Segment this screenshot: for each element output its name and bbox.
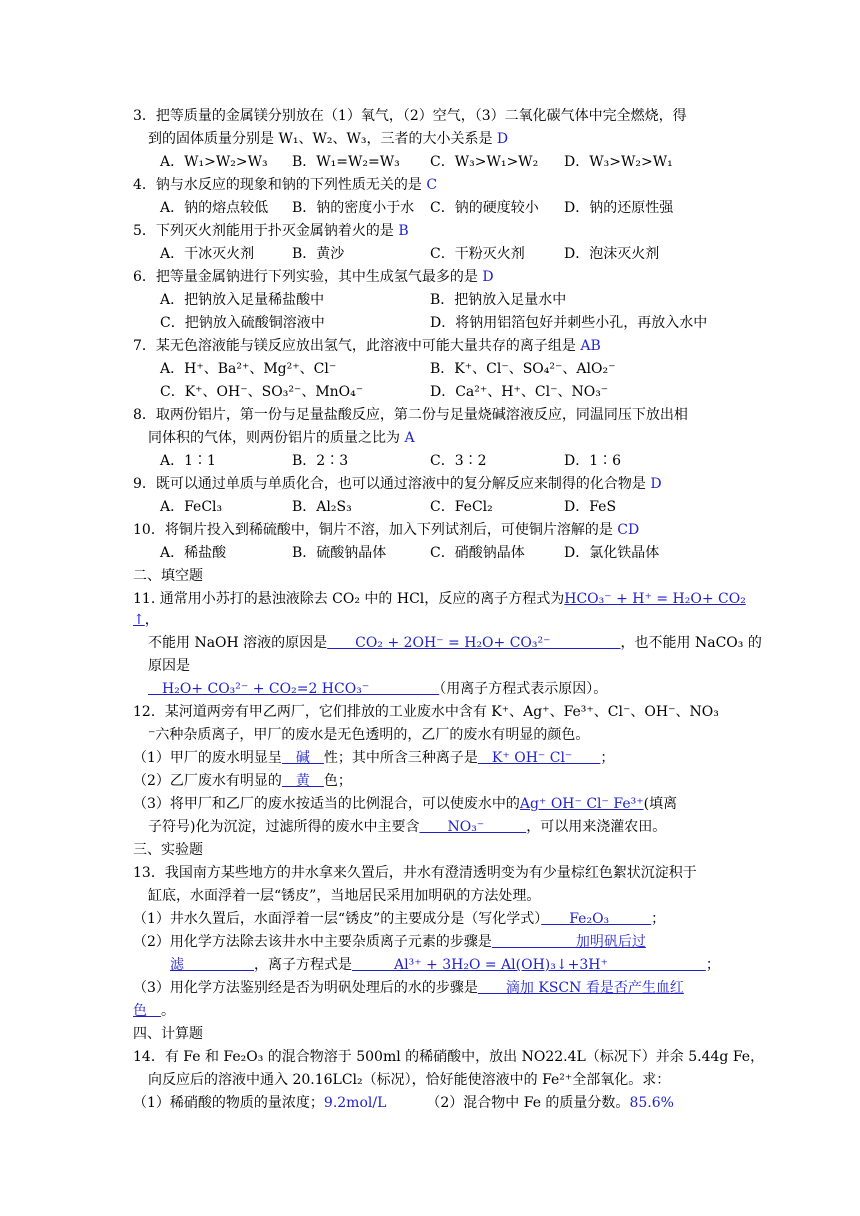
q6-options-row1 xyxy=(160,290,740,310)
q12-part2: （2）乙厂废水有明显的 黄 色； xyxy=(133,773,352,789)
q13-part2-line2: 滤 ，离子方程式是 Al³⁺ + 3H₂O = Al(OH)₃↓+3H⁺ ； xyxy=(170,957,720,973)
q3-answer: D xyxy=(496,131,509,147)
q10-options xyxy=(160,543,740,563)
section-heading-fill-in: 二、填空题 xyxy=(133,568,203,584)
q6-option-d: D．将钠用铝箔包好并刺些小孔，再放入水中 xyxy=(430,315,708,331)
q3-option-b: B．W₁=W₂=W₃ xyxy=(292,154,400,170)
q11-line1: 11. 通常用小苏打的悬浊液除去 CO₂ 中的 HCl，反应的离子方程式为HCO₃⁻ + H⁺ = H₂O+ CO₂ xyxy=(133,591,746,607)
q12-answer-2: K⁺ OH⁻ Cl⁻ xyxy=(477,750,601,766)
q13-part3-line2: 色 。 xyxy=(133,1003,175,1019)
q12-answer-3: 黄 xyxy=(281,773,324,789)
q6-option-a: A．把钠放入足量稀盐酸中 xyxy=(160,292,325,308)
q6-options-row2 xyxy=(160,313,740,333)
q14-parts: （1）稀硝酸的物质的量浓度；9.2mol/L （2）混合物中 Fe 的质量分数。85.6% xyxy=(133,1095,674,1111)
q10-stem: 10．将铜片投入到稀硫酸中，铜片不溶，加入下列试剂后，可使铜片溶解的是 CD xyxy=(133,522,640,538)
q9-option-a: A．FeCl₃ xyxy=(160,499,223,515)
q8-stem-line2: 同体积的气体，则两份铝片的质量之比为 A xyxy=(148,430,415,446)
q11-answer-1-arrow: ↑ xyxy=(133,612,145,628)
q5-stem: 5．下列灭火剂能用于扑灭金属钠着火的是 B xyxy=(133,223,409,239)
q13-part3-line1: （3）用化学方法鉴别经是否为明矾处理后的水的步骤是 滴加 KSCN 看是否产生血红 xyxy=(133,980,684,996)
q13-answer-3: Al³⁺ + 3H₂O = Al(OH)₃↓+3H⁺ xyxy=(352,957,706,973)
q9-stem: 9．既可以通过单质与单质化合，也可以通过溶液中的复分解反应来制得的化合物是 D xyxy=(133,476,662,492)
q5-option-c: C．干粉灭火剂 xyxy=(430,246,525,262)
q6-option-c: C．把钠放入硫酸铜溶液中 xyxy=(160,315,325,331)
q6-option-b: B．把钠放入足量水中 xyxy=(430,292,567,308)
q11-answer-2: CO₂ + 2OH⁻ = H₂O+ CO₃²⁻ xyxy=(327,635,621,651)
q10-option-d: D．氯化铁晶体 xyxy=(564,545,660,561)
q11-answer-3: H₂O+ CO₃²⁻ + CO₂=2 HCO₃⁻ xyxy=(148,681,440,697)
q13-part2-line1: （2）用化学方法除去该井水中主要杂质离子元素的步骤是 加明矾后过 xyxy=(133,934,646,950)
q7-stem: 7．某无色溶液能与镁反应放出氢气，此溶液中可能大量共存的离子组是 AB xyxy=(133,338,601,354)
q7-options-row2 xyxy=(160,382,740,402)
q3-options xyxy=(160,152,720,172)
q12-answer-1: 碱 xyxy=(281,750,324,766)
q10-option-a: A．稀盐酸 xyxy=(160,545,227,561)
q12-line2: ⁻六种杂质离子，甲厂的废水是无色透明的，乙厂的废水有明显的颜色。 xyxy=(148,727,590,743)
section-heading-experiment: 三、实验题 xyxy=(133,842,203,858)
q3-option-d: D．W₃>W₂>W₁ xyxy=(564,154,673,170)
q12-part1: （1）甲厂的废水明显呈 碱 性；其中所含三种离子是 K⁺ OH⁻ Cl⁻ ； xyxy=(133,750,615,766)
q13-answer-2b: 滤 xyxy=(170,957,254,973)
q9-option-b: B．Al₂S₃ xyxy=(292,499,352,515)
q11-line2: ↑， xyxy=(133,612,159,628)
q5-option-d: D．泡沫灭火剂 xyxy=(564,246,660,262)
q13-answer-2: 加明矾后过 xyxy=(491,934,646,950)
q8-option-a: A．1∶1 xyxy=(160,453,216,469)
q10-option-c: C．硝酸钠晶体 xyxy=(430,545,525,561)
q12-answer-5: NO₃⁻ xyxy=(419,819,527,835)
q7-option-a: A．H⁺、Ba²⁺、Mg²⁺、Cl⁻ xyxy=(160,361,337,377)
q4-option-c: C．钠的硬度较小 xyxy=(430,200,539,216)
q8-stem-line1: 8．取两份铝片，第一份与足量盐酸反应，第二份与足量烧碱溶液反应，同温同压下放出相 xyxy=(133,407,688,423)
q7-options-row1 xyxy=(160,359,740,379)
q13-line1: 13．我国南方某些地方的井水拿来久置后，井水有澄清透明变为有少量棕红色絮状沉淀积于 xyxy=(133,865,697,881)
q8-option-b: B．2∶3 xyxy=(292,453,349,469)
q3-option-a: A．W₁>W₂>W₃ xyxy=(160,154,268,170)
q9-option-d: D．FeS xyxy=(564,499,617,515)
q3-option-c: C．W₃>W₁>W₂ xyxy=(430,154,539,170)
q6-answer: D xyxy=(482,269,494,285)
q5-answer: B xyxy=(398,223,409,239)
q11-line3: 不能用 NaOH 溶液的原因是 CO₂ + 2OH⁻ = H₂O+ CO₃²⁻ ，也不能用 NaCO₃ 的 xyxy=(148,635,762,651)
q4-option-a: A．钠的熔点较低 xyxy=(160,200,269,216)
q7-option-d: D．Ca²⁺、H⁺、Cl⁻、NO₃⁻ xyxy=(430,384,609,400)
q5-option-a: A．干冰灭火剂 xyxy=(160,246,255,262)
q14-answer-2: 85.6% xyxy=(629,1095,674,1111)
q13-answer-4b: 色 xyxy=(133,1003,161,1019)
q4-answer: C xyxy=(426,177,438,193)
q12-part3-line2: 子符号)化为沉淀，过滤所得的废水中主要含 NO₃⁻ ，可以用来浇灌农田。 xyxy=(148,819,667,835)
q9-answer: D xyxy=(650,476,662,492)
q9-option-c: C．FeCl₂ xyxy=(430,499,493,515)
q9-options xyxy=(160,497,740,517)
q10-option-b: B．硫酸钠晶体 xyxy=(292,545,387,561)
q6-stem: 6．把等量金属钠进行下列实验，其中生成氢气最多的是 D xyxy=(133,269,494,285)
q14-line2: 向反应后的溶液中通入 20.16LCl₂（标况），恰好能使溶液中的 Fe²⁺全部氧化。求： xyxy=(148,1072,671,1088)
q4-stem: 4．钠与水反应的现象和钠的下列性质无关的是 C xyxy=(133,177,438,193)
q12-answer-4: Ag⁺ OH⁻ Cl⁻ Fe³⁺ xyxy=(519,796,644,812)
q14-line1: 14．有 Fe 和 Fe₂O₃ 的混合物溶于 500ml 的稀硝酸中，放出 NO22.4L（标况下）并余 5.44g Fe， xyxy=(133,1049,765,1065)
q8-option-c: C．3∶2 xyxy=(430,453,487,469)
q4-option-b: B．钠的密度小于水 xyxy=(292,200,415,216)
q4-options xyxy=(160,198,740,218)
q7-answer: AB xyxy=(580,338,601,354)
q11-line5: H₂O+ CO₃²⁻ + CO₂=2 HCO₃⁻ （用离子方程式表示原因）。 xyxy=(148,681,608,697)
q12-line1: 12．某河道两旁有甲乙两厂，它们排放的工业废水中含有 K⁺、Ag⁺、Fe³⁺、Cl⁻、OH⁻、NO₃ xyxy=(133,704,719,720)
q13-part1: （1）井水久置后，水面浮着一层“锈皮”的主要成分是（写化学式） Fe₂O₃ ； xyxy=(133,911,666,927)
q3-stem-line2: 到的固体质量分别是 W₁、W₂、W₃，三者的大小关系是 D xyxy=(148,131,509,147)
q7-option-c: C．K⁺、OH⁻、SO₃²⁻、MnO₄⁻ xyxy=(160,384,364,400)
q12-part3-line1: （3）将甲厂和乙厂的废水按适当的比例混合，可以使废水中的Ag⁺ OH⁻ Cl⁻ Fe³⁺(填离 xyxy=(133,796,678,812)
q7-option-b: B．K⁺、Cl⁻、SO₄²⁻、AlO₂⁻ xyxy=(430,361,616,377)
q8-answer: A xyxy=(404,430,415,446)
q11-line4: 原因是 xyxy=(148,658,190,674)
q13-answer-4: 滴加 KSCN 看是否产生血红 xyxy=(477,980,684,996)
q13-line2: 缸底，水面浮着一层“锈皮”，当地居民采用加明矾的方法处理。 xyxy=(148,888,541,904)
q14-answer-1: 9.2mol/L xyxy=(323,1095,387,1111)
q4-option-d: D．钠的还原性强 xyxy=(564,200,674,216)
q5-option-b: B．黄沙 xyxy=(292,246,345,262)
q5-options xyxy=(160,244,740,264)
q8-options xyxy=(160,451,740,471)
q13-answer-1: Fe₂O₃ xyxy=(541,911,652,927)
q11-answer-1: HCO₃⁻ + H⁺ = H₂O+ CO₂ xyxy=(564,591,746,607)
section-heading-calculation: 四、计算题 xyxy=(133,1026,203,1042)
q8-option-d: D．1∶6 xyxy=(564,453,622,469)
q3-stem-line1: 3．把等质量的金属镁分别放在（1）氧气，（2）空气，（3）二氧化碳气体中完全燃烧，得 xyxy=(133,108,687,124)
q10-answer: CD xyxy=(617,522,640,538)
